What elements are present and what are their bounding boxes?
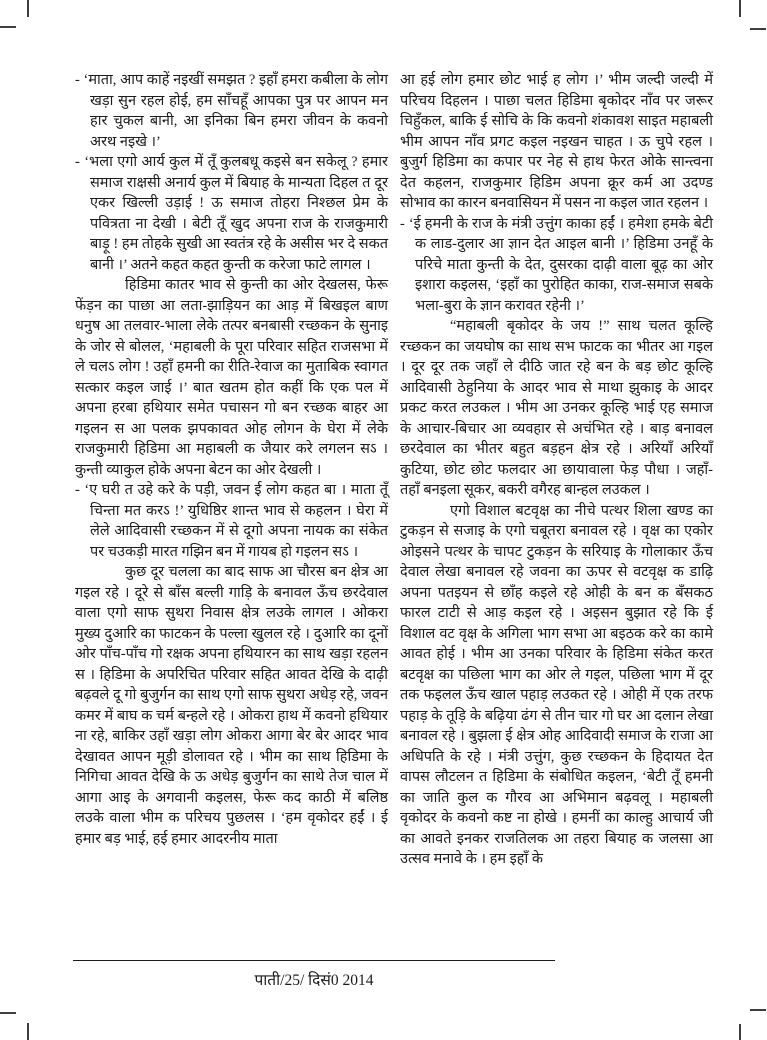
paragraph: “महाबली बृकोदर के जय !” साथ चलत कूल्हि रच्छकन का जयघोष का साथ सभ फाटक का भीतर आ गइल । दूर दूर तक जहाँ ले दीठि जात रहे बन के बड़ छोट कूल्हि आदिवासी ठेहुनिया के आदर भाव से माथा झुकाइ के आदर प्रकट करत लउकल । भीम आ उनकर कूल्हि भाई एह समाज के आचार-बिचार आ व्यवहार से अचंभित रहे । बाड़ बनावल छरदेवाल का भीतर बहुत बड़हन क्षेत्र रहे । अरियाँ अरियाँ कुटिया, छोट छोट फलदार आ छायावाला फेड़ पौधा । जहाँ-तहाँ बनइला सूकर, बकरी वगैरह बान्हल लउकल । bbox=[400, 318, 713, 498]
paragraph: कुछ दूर चलला का बाद साफ आ चौरस बन क्षेत्र आ गइल रहे । दूरे से बाँस बल्ली गाड़ि के बनावल ऊँच छरदेवाल वाला एगो साफ सुथरा निवास क्षेत्र लउके लागल । ओकरा मुख्य दुआरि का फाटकन के पल्ला खुलल रहे । दुआरि का दूनों ओर पाँच-पाँच गो रक्षक अपना हथियारन का साथ खड़ा रहलन स । हिडिमा के अपरिचित परिवार सहित आवत देखि के दाढ़ी बढ़वले दू गो बुजुर्गन का साथ एगो साफ सुथरा अधेड़ रहे, जवन कमर में बाघ क चर्म बन्हले रहे । ओकरा हाथ में कवनो हथियार ना रहे, बाकिर उहाँ खड़ा लोग ओकरा आगा बेर बेर आदर भाव देखावत आपन मूड़ी डोलावत रहे । भीम का साथ हिडिमा के निगिचा आवत देखि के ऊ अधेड़ बुजुर्गन का साथे तेज चाल में आगा आइ के अगवानी कइलस, फेरू कद काठी में बलिष्ठ लउके वाला भीम क परिचय पुछलस । ‘हम वृकोदर हईं । ई हमार बड़ भाई, हई हमार आदरनीय माता bbox=[75, 564, 388, 847]
left-column bbox=[75, 70, 388, 870]
paragraph: - ‘भला एगो आर्य कुल में तूँ कुलबधू कइसे बन सकेलू ? हमार समाज राक्षसी अनार्य कुल में बियाह के मान्यता दिहल त दूर एकर खिल्ली उड़ाई ! ऊ समाज तोहरा निश्छल प्रेम के पवित्रता ना देखी । बेटी तूँ खुद अपना राज के राजकुमारी बाड़ू ! हम तोहके सुखी आ स्वतंत्र रहे के असीस भर दे सकत बानी ।’ अतने कहत कहत कुन्ती क करेजा फाटे लागल । bbox=[75, 154, 388, 273]
footer-rule bbox=[73, 960, 555, 961]
paragraph: - ‘ई हमनी के राज के मंत्री उत्तुंग काका हईं । हमेशा हमके बेटी क लाड-दुलार आ ज्ञान देत आइल बानी ।’ हिडिमा उनहूँ के परिचे माता कुन्ती के देत, दुसरका दाढ़ी वाला बूढ़ का ओर इशारा कइलस, ‘इहाँ का पुरोहित काका, राज-समाज सबके भला-बुरा के ज्ञान करावत रहेनी ।’ bbox=[400, 215, 713, 314]
crop-mark-bottom-right-horizontal bbox=[750, 1009, 766, 1011]
crop-mark-top-left-vertical bbox=[27, 0, 29, 17]
crop-mark-top-right-horizontal bbox=[750, 28, 766, 30]
paragraph: - ‘माता, आप काहें नइखीं समझत ? इहाँ हमरा कबीला के लोग खड़ा सुन रहल होई, हम साँचहूँ आपका पुत्र पर आपन मन हार चुकल बानी, आ इनिका बिन हमरा जीवन के कवनो अरथ नइखे ।’ bbox=[75, 72, 388, 150]
page-body bbox=[75, 70, 713, 870]
paragraph: आ हई लोग हमार छोट भाई ह लोग ।’ भीम जल्दी जल्दी में परिचय दिहलन । पाछा चलत हिडिमा बृकोदर नाँव पर जरूर चिहुँकल, बाकि ई सोचि के कि कवनो शंकावश साइत महाबली भीम आपन नाँव प्रगट कइल नइखन चाहत । ऊ चुपे रहल । बुजुर्ग हिडिमा का कपार पर नेह से हाथ फेरत ओके सान्त्वना देत कहलन, राजकुमार हिडिम अपना क्रूर कर्म आ उदण्ड सोभाव का कारन बनवासियन में पसन ना कइल जात रहलन । bbox=[400, 72, 713, 211]
crop-mark-top-left-horizontal bbox=[0, 26, 16, 28]
paragraph: हिडिमा कातर भाव से कुन्ती का ओर देखलस, फेरू फेंड़न का पाछा आ लता-झाड़ियन का आड़ में बिखइल बाण धनुष आ तलवार-भाला लेके तत्पर बनबासी रच्छकन के सुनाइ के जोर से बोलल, ‘महाबली के पूरा परिवार सहित राजसभा में ले चलऽ लोग ! उहाँ हमनी का रीति-रेवाज का मुताबिक स्वागत सत्कार कइल जाई ।’ बात खतम होत कहीं कि एक पल में अपना हरबा हथियार समेत पचासन गो बन रच्छक बाहर आ गइलन स आ पलक झपकावत ओह लोगन के घेरा में लेके राजकुमारी हिडिमा आ महाबली क जैयार करे लगलन सऽ । कुन्ती व्याकुल होके अपना बेटन का ओर देखली । bbox=[75, 277, 388, 478]
paragraph: एगो विशाल बटवृक्ष का नीचे पत्थर शिला खण्ड का टुकड़न से सजाइ के एगो चबूतरा बनावल रहे । वृक्ष का एकोर ओइसने पत्थर के चापट टुकड़न के सरियाइ के गोलाकार ऊँच देवाल लेखा बनावल रहे जवना का ऊपर से वटवृक्ष क डाढ़ि अपना पतइयन से छाँह कइले रहे ओही के बन क बँसकठ फारल टाटी से आड़ कइल रहे । अइसन बुझात रहे कि ई विशाल वट वृक्ष के अगिला भाग सभा आ बइठक करे का कामे आवत होई । भीम आ उनका परिवार के हिडिमा संकेत करत बटवृक्ष का पछिला भाग का ओर ले गइल, पछिला भाग में दूर तक फइलल ऊँच खाल पहाड़ लउकत रहे । ओही में एक तरफ पहाड़ के तूड़ि के बढ़िया ढंग से तीन चार गो घर आ दलान लेखा बनावल रहे । बुझला ई क्षेत्र ओह आदिवादी समाज के राजा आ अधिपति के रहे । मंत्री उत्तुंग, कुछ रच्छकन के हिदायत देत वापस लौटलन त हिडिमा के संबोधित कइलन, ‘बेटी तूँ हमनी का जाति कुल क गौरव आ अभिमान बढ़वलू । महाबली वृकोदर के कवनो कष्ट ना होखे । हमनीं का काल्हु आचार्य जी का आवते इनकर राजतिलक आ तहरा बियाह क जलसा आ उत्सव मनावे के । हम इहाँ के bbox=[400, 502, 713, 867]
crop-mark-bottom-left-vertical bbox=[27, 1023, 29, 1040]
crop-mark-bottom-right-vertical bbox=[739, 1024, 741, 1040]
right-column bbox=[400, 70, 713, 870]
page-footer: पाती/25/ दिसं0 2014 bbox=[254, 972, 374, 989]
crop-mark-top-right-vertical bbox=[739, 0, 741, 17]
paragraph: - ‘ए घरी त उहे करे के पड़ी, जवन ई लोग कहत बा । माता तूँ चिन्ता मत करऽ !’ युधिष्ठिर शान्त भाव से कहलन । घेरा में लेले आदिवासी रच्छकन में से दूगो अपना नायक का संकेत पर चउकड़ी मारत गझिन बन में गायब हो गइलन सऽ । bbox=[75, 482, 388, 560]
crop-mark-bottom-left-horizontal bbox=[0, 1012, 16, 1014]
